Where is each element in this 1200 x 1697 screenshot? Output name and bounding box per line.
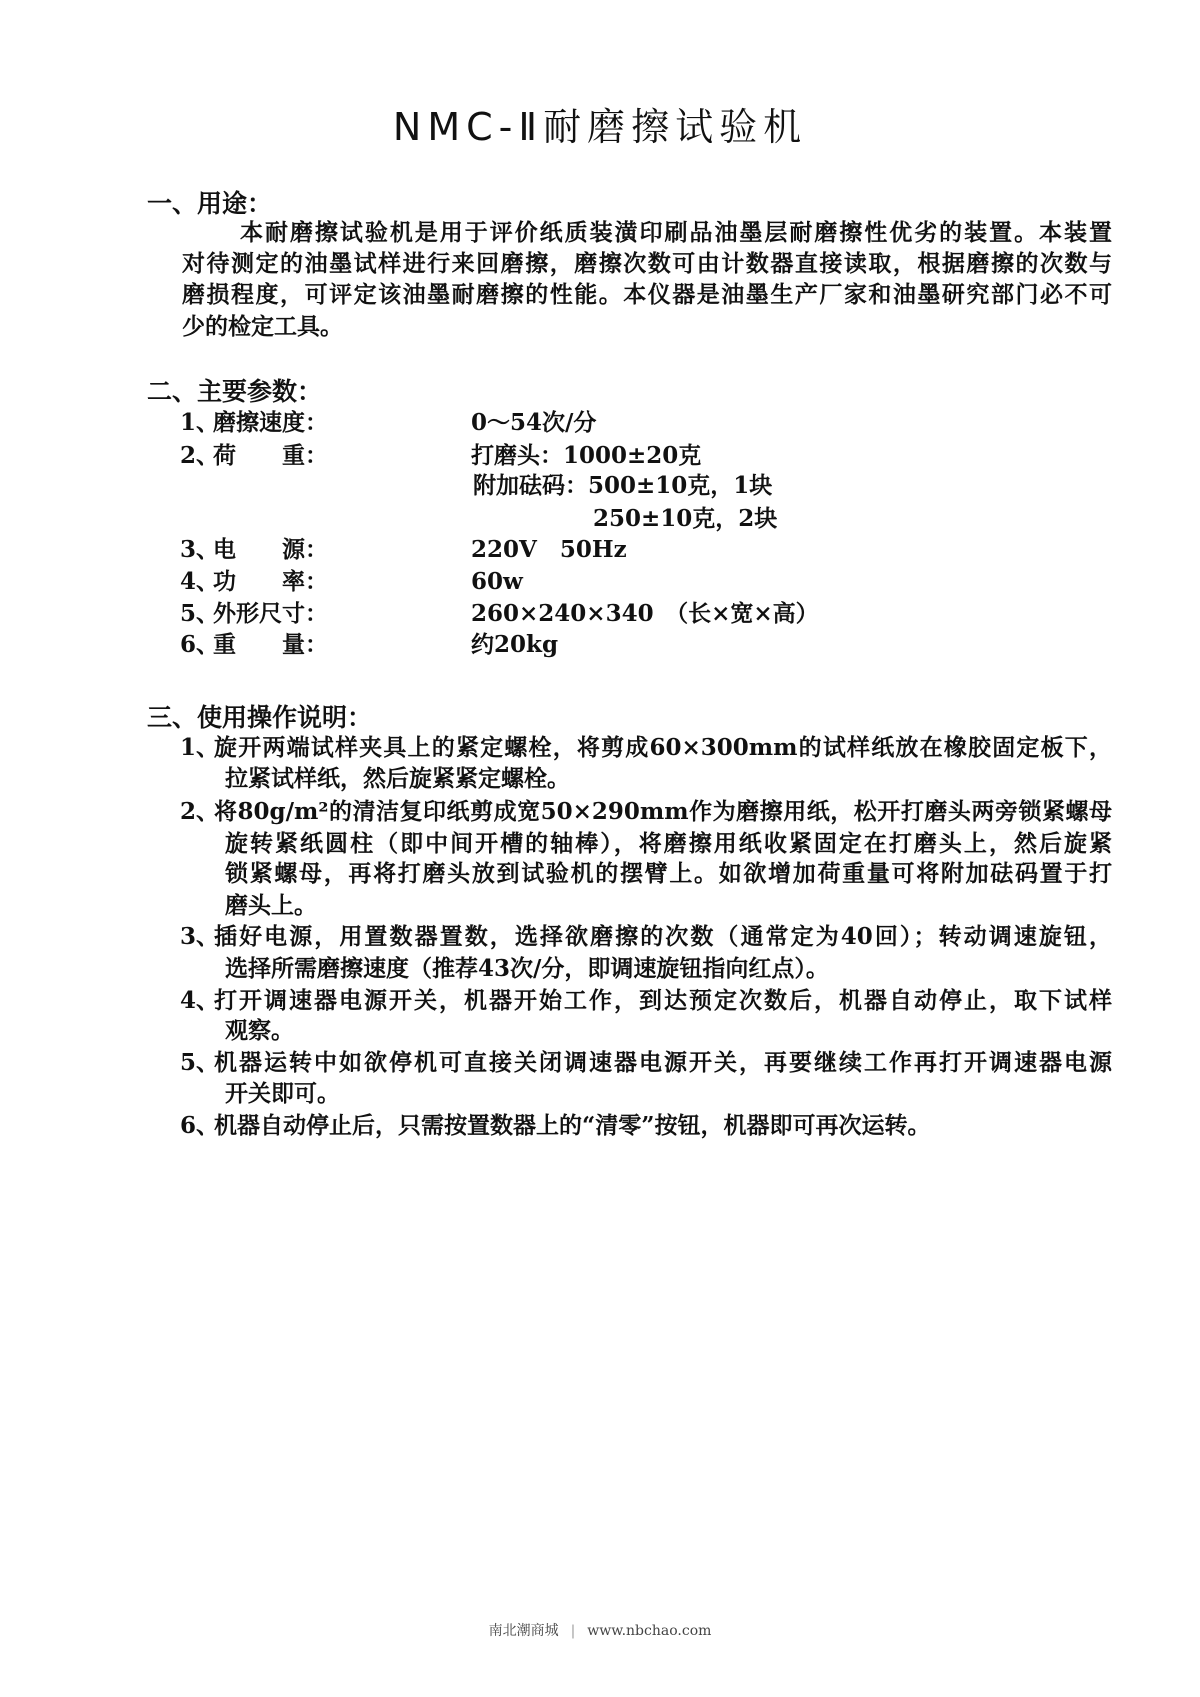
paragraph-line: 本耐磨擦试验机是用于评价纸质装潢印刷品油墨层耐磨擦性优劣的装置。本装置 — [240, 219, 1112, 246]
footer — [0, 1620, 1200, 1640]
page-title: NMC-Ⅱ耐磨擦试验机 — [392, 105, 808, 149]
section-heading-parameters: 二、主要参数： — [147, 377, 323, 406]
param-number: 2、 — [180, 442, 220, 469]
param-number: 1、 — [180, 409, 220, 436]
footer-url[interactable]: www.nbchao.com — [587, 1623, 712, 1639]
section-heading-purpose: 一、用途： — [147, 189, 273, 218]
step-line: 将80g/m²的清洁复印纸剪成宽50×290mm作为磨擦用纸，松开打磨头两旁锁紧螺母 — [214, 798, 1112, 825]
param-number: 6、 — [180, 631, 220, 658]
step-line: 拉紧试样纸，然后旋紧紧定螺栓。 — [225, 765, 570, 792]
param-label: 电 源： — [213, 536, 328, 563]
step-line: 选择所需磨擦速度（推荐43次/分，即调速旋钮指向红点）。 — [225, 955, 829, 982]
paragraph-line: 对待测定的油墨试样进行来回磨擦，磨擦次数可由计数器直接读取，根据磨擦的次数与 — [182, 250, 1112, 277]
step-number: 1、 — [180, 734, 220, 761]
param-label: 功 率： — [213, 568, 328, 595]
param-number: 3、 — [180, 536, 220, 563]
step-line: 旋开两端试样夹具上的紧定螺栓，将剪成60×300mm的试样纸放在橡胶固定板下， — [214, 734, 1112, 761]
step-line: 机器运转中如欲停机可直接关闭调速器电源开关，再要继续工作再打开调速器电源 — [214, 1049, 1112, 1076]
footer-brand: 南北潮商城 — [488, 1623, 559, 1639]
param-value: 260×240×340 （长×宽×高） — [471, 600, 819, 627]
step-line: 打开调速器电源开关，机器开始工作，到达预定次数后，机器自动停止，取下试样 — [214, 987, 1112, 1014]
step-number: 5、 — [180, 1049, 220, 1076]
param-value: 60w — [471, 568, 523, 595]
step-line: 旋转紧纸圆柱（即中间开槽的轴棒），将磨擦用纸收紧固定在打磨头上，然后旋紧 — [225, 830, 1112, 857]
param-value: 打磨头：1000±20克 — [471, 442, 702, 469]
param-label: 荷 重： — [213, 442, 328, 469]
step-line: 观察。 — [225, 1017, 294, 1044]
param-label: 重 量： — [213, 631, 328, 658]
step-number: 2、 — [180, 798, 220, 825]
param-number: 5、 — [180, 600, 220, 627]
paragraph-line: 磨损程度，可评定该油墨耐磨擦的性能。本仪器是油墨生产厂家和油墨研究部门必不可 — [182, 281, 1112, 308]
param-number: 4、 — [180, 568, 220, 595]
step-line: 机器自动停止后，只需按置数器上的“清零”按钮，机器即可再次运转。 — [214, 1112, 931, 1139]
step-number: 6、 — [180, 1112, 220, 1139]
footer-divider: | — [570, 1623, 576, 1639]
param-value: 附加砝码：500±10克，1块 — [473, 472, 773, 499]
step-line: 锁紧螺母，再将打磨头放到试验机的摆臂上。如欲增加荷重量可将附加砝码置于打 — [225, 860, 1112, 887]
param-label: 磨擦速度： — [213, 409, 328, 436]
step-line: 插好电源，用置数器置数，选择欲磨擦的次数（通常定为40回）；转动调速旋钮， — [214, 923, 1112, 950]
param-value: 约20kg — [471, 631, 559, 658]
step-number: 3、 — [180, 923, 220, 950]
step-line: 开关即可。 — [225, 1080, 340, 1107]
paragraph-line: 少的检定工具。 — [182, 313, 343, 340]
param-value: 220V 50Hz — [471, 536, 627, 563]
step-number: 4、 — [180, 987, 220, 1014]
param-value: 0～54次/分 — [471, 409, 597, 436]
section-heading-instructions: 三、使用操作说明： — [147, 703, 373, 732]
step-line: 磨头上。 — [225, 892, 317, 919]
param-value: 250±10克，2块 — [593, 505, 778, 532]
param-label: 外形尺寸： — [213, 600, 328, 627]
